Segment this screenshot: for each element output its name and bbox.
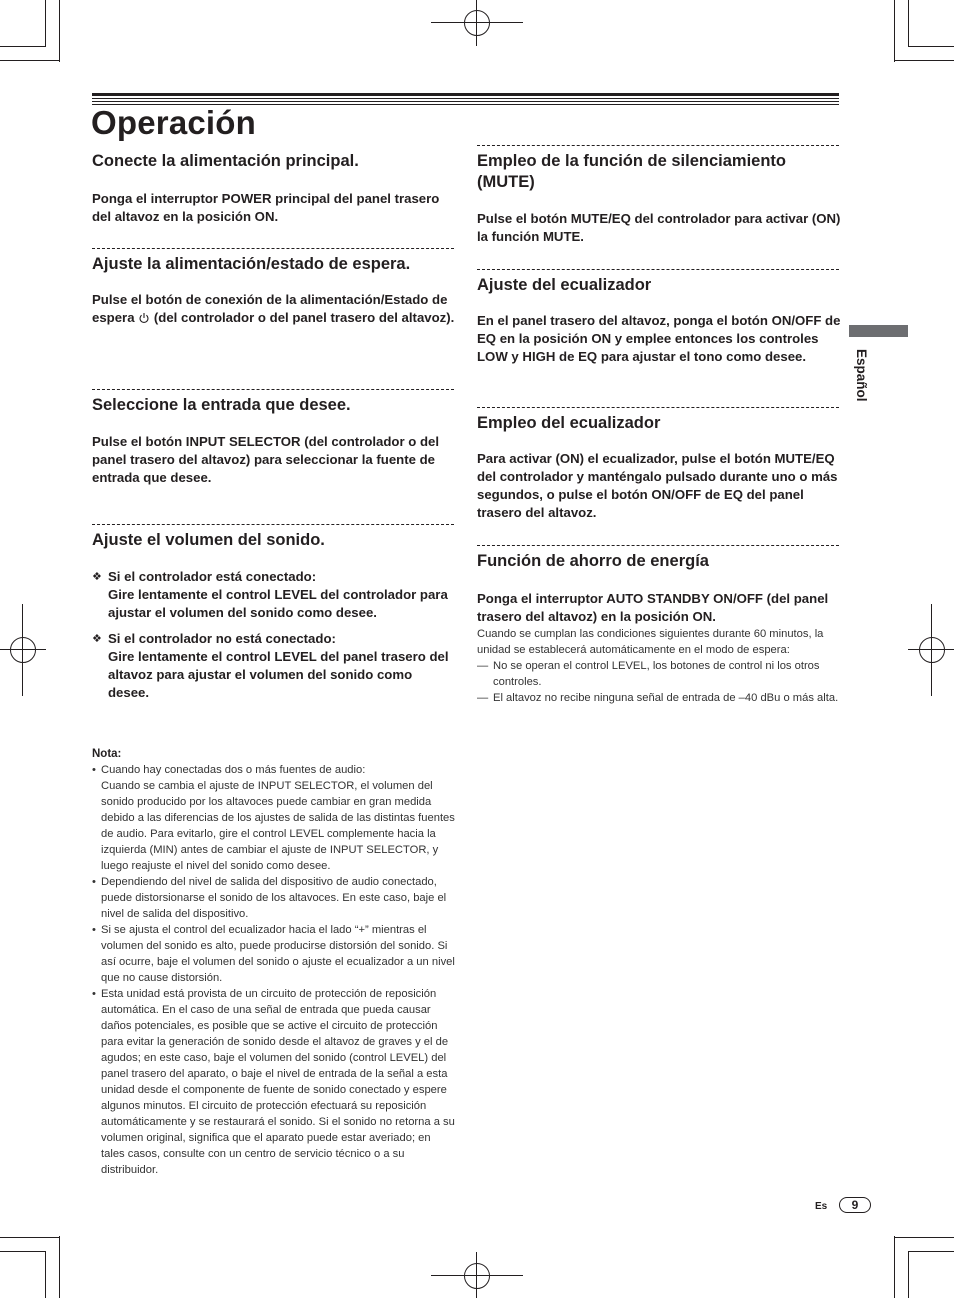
note-item	[92, 762, 456, 874]
section-body: Pulse el botón MUTE/EQ del controlador para activar (ON) la función MUTE.	[477, 211, 841, 244]
bullet-dot-icon: •	[92, 988, 96, 1000]
condition-item	[477, 690, 841, 706]
bullet-title: Si el controlador no está conectado:	[108, 631, 336, 646]
section-heading: Empleo del ecualizador	[477, 414, 661, 432]
left-column	[92, 151, 456, 226]
section-body: En el panel trasero del altavoz, ponga el botón ON/OFF de EQ en la posición ON y emplee entonces los controles LOW y HIGH de EQ para ajustar el tono como desee.	[477, 313, 841, 364]
note-text: Cuando se cambia el ajuste de INPUT SELECTOR, el volumen del sonido producido por los altavoces puede cambiar en gran medida debido a las diferencias de los ajustes de salida de las distintas fuentes de audio. Para evitarlo, gire el control LEVEL complemente hacia la izquierda (MIN) antes de cambiar el ajuste de INPUT SELECTOR, y luego reajuste el nivel del sonido como desee.	[101, 780, 455, 872]
section-body: Ponga el interruptor POWER principal del panel trasero del altavoz en la posición ON.	[92, 191, 440, 224]
note-item	[92, 874, 456, 922]
note-block	[92, 746, 456, 1178]
note-label: Nota:	[92, 748, 122, 760]
note-text: Cuando hay conectadas dos o más fuentes de audio:	[101, 764, 366, 776]
note-item	[92, 922, 456, 986]
section-heading: Ajuste el volumen del sonido.	[92, 531, 325, 549]
power-standby-icon	[138, 311, 150, 329]
section-divider	[92, 389, 454, 390]
section-divider	[477, 407, 839, 408]
section-standby	[92, 254, 456, 329]
section-body: Pulse el botón INPUT SELECTOR (del controlador o del panel trasero del altavoz) para seleccionar la fuente de entrada que desee.	[92, 434, 440, 485]
section-eq-adjust	[477, 275, 841, 366]
note-item	[92, 986, 456, 1178]
section-divider	[92, 248, 454, 249]
section-heading: Ajuste la alimentación/estado de espera.	[92, 255, 411, 273]
section-heading: Seleccione la entrada que desee.	[92, 396, 351, 414]
section-power	[92, 151, 456, 226]
section-divider	[477, 269, 839, 270]
section-body: Ponga el interruptor AUTO STANDBY ON/OFF (del panel trasero del altavoz) en la posición ON.	[477, 591, 829, 624]
section-heading: Función de ahorro de energía	[477, 552, 709, 570]
section-mute	[477, 151, 841, 246]
body-text: (del controlador o del panel trasero del altavoz).	[153, 310, 455, 325]
diamond-bullet-icon: ❖	[92, 633, 102, 645]
section-heading: Empleo de la función de silenciamiento (MUTE)	[477, 152, 786, 191]
section-volume	[92, 530, 456, 702]
footer-language-code: Es	[815, 1201, 828, 1212]
language-tab-label: Español	[854, 349, 869, 402]
section-divider	[477, 545, 839, 546]
bullet-text: Gire lentamente el control LEVEL del controlador para ajustar el volumen del sonido como desee.	[108, 587, 448, 620]
bullet-text: Gire lentamente el control LEVEL del panel trasero del altavoz para ajustar el volumen del sonido como desee.	[108, 649, 449, 700]
note-text: Si se ajusta el control del ecualizador hacia el lado “+” mientras el volumen del sonido es alto, puede producirse distorsión del sonido. Si así ocurre, baje el volumen del sonido o ajuste el ecualizador a un nivel que no cause distorsión.	[101, 924, 455, 984]
section-divider	[92, 524, 454, 525]
section-divider	[477, 145, 839, 146]
condition-text: El altavoz no recibe ninguna señal de entrada de –40 dBu o más alta.	[493, 692, 839, 704]
page-title: Operación	[91, 104, 257, 141]
section-energy-saving	[477, 551, 841, 706]
section-eq-use	[477, 413, 841, 522]
section-input	[92, 395, 456, 487]
page-number: 9	[839, 1197, 871, 1213]
section-body: Para activar (ON) el ecualizador, pulse el botón MUTE/EQ del controlador y manténgalo pulsado durante uno o más segundos, o pulse el botón ON/OFF de EQ del panel trasero del altavoz.	[477, 451, 838, 520]
bullet-dot-icon: •	[92, 876, 96, 888]
note-text: Dependiendo del nivel de salida del dispositivo de audio conectado, puede distorsionarse el sonido de los altavoces. En este caso, baje el nivel de salida del dispositivo.	[101, 876, 447, 920]
section-heading: Conecte la alimentación principal.	[92, 152, 359, 170]
body-text: Pulse el botón de conexión de la alimentación/Estado de espera	[92, 292, 448, 325]
bullet-dot-icon: •	[92, 764, 96, 776]
bullet-title: Si el controlador está conectado:	[108, 569, 317, 584]
section-heading: Ajuste del ecualizador	[477, 276, 652, 294]
note-text: Esta unidad está provista de un circuito de protección de reposición automática. En el caso de una señal de entrada que pueda causar daños potenciales, es posible que se active el circuito de protección para evitar la generación de sonido desde el altavoz de graves y el de agudos; en este caso, baje el volumen del sonido (control LEVEL) del panel trasero del aparato, o baje el nivel de entrada de la señal a esta unidad desde el componente de fuente de sonido conectado y espere algunos minutos. El circuito de protección efectuará su reposición automáticamente y se restaurará el sonido. Si el sonido no retorna a su volumen original, significa que el aparato puede estar averiado; en tales casos, consulte con un centro de servicio técnico o a su distribuidor.	[101, 988, 455, 1176]
dash-bullet-icon: —	[477, 692, 489, 704]
condition-text: No se operan el control LEVEL, los botones de control ni los otros controles.	[493, 660, 820, 688]
bullet-item	[92, 630, 456, 702]
section-detail: Cuando se cumplan las condiciones siguientes durante 60 minutos, la unidad se establecerá automáticamente en el modo de espera:	[477, 628, 824, 656]
diamond-bullet-icon: ❖	[92, 571, 102, 583]
condition-item	[477, 658, 841, 690]
dash-bullet-icon: —	[477, 660, 489, 672]
bullet-dot-icon: •	[92, 924, 96, 936]
language-tab	[849, 325, 908, 337]
bullet-item	[92, 568, 456, 622]
section-body	[92, 291, 456, 329]
